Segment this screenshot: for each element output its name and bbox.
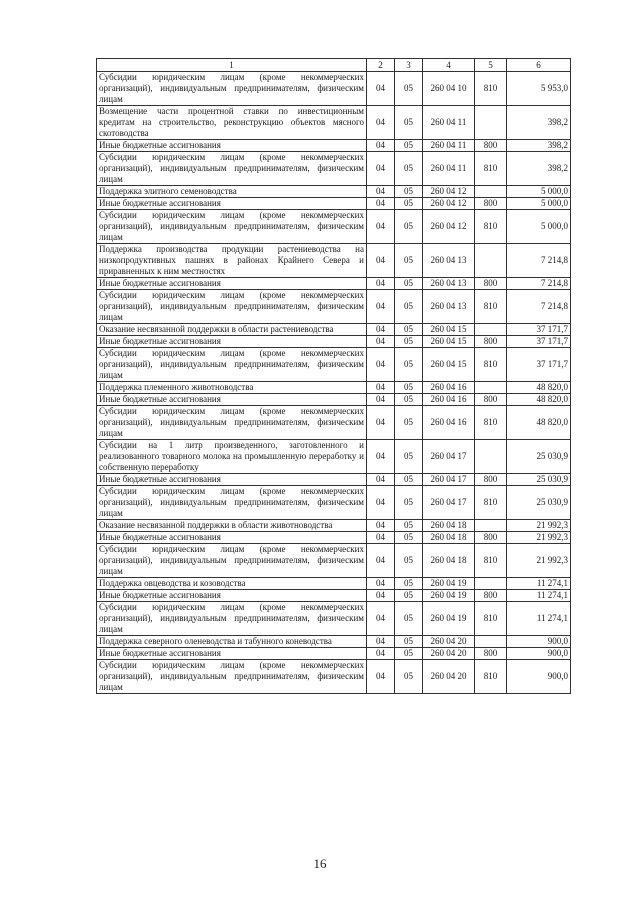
cell-target-article: 260 04 11 — [423, 152, 475, 186]
table-row — [97, 602, 571, 636]
cell-target-article: 260 04 19 — [423, 602, 475, 636]
cell-subsection-code: 05 — [395, 278, 423, 290]
cell-subsection-code: 05 — [395, 140, 423, 152]
cell-expense-name: Иные бюджетные ассигнования — [97, 648, 367, 660]
table-body — [97, 72, 571, 694]
column-header: 5 — [475, 59, 507, 72]
cell-subsection-code: 05 — [395, 244, 423, 278]
column-header: 6 — [507, 59, 571, 72]
cell-expense-name: Субсидии юридическим лицам (кроме некоммерческих организаций), индивидуальным предпринимателям, физическим лицам — [97, 210, 367, 244]
cell-target-article: 260 04 19 — [423, 590, 475, 602]
cell-expense-type: 800 — [475, 590, 507, 602]
cell-subsection-code: 05 — [395, 590, 423, 602]
cell-expense-name: Оказание несвязанной поддержки в области животноводства — [97, 520, 367, 532]
cell-expense-type: 810 — [475, 660, 507, 694]
cell-expense-type — [475, 324, 507, 336]
cell-expense-name: Субсидии юридическим лицам (кроме некоммерческих организаций), индивидуальным предпринимателям, физическим лицам — [97, 72, 367, 106]
cell-expense-type — [475, 636, 507, 648]
cell-target-article: 260 04 20 — [423, 636, 475, 648]
cell-section-code: 04 — [367, 602, 395, 636]
cell-expense-type — [475, 106, 507, 140]
column-header: 3 — [395, 59, 423, 72]
cell-expense-type: 800 — [475, 648, 507, 660]
cell-expense-name: Поддержка овцеводства и козоводства — [97, 578, 367, 590]
cell-expense-type — [475, 244, 507, 278]
table-row — [97, 198, 571, 210]
cell-target-article: 260 04 18 — [423, 532, 475, 544]
cell-expense-type: 810 — [475, 290, 507, 324]
cell-expense-name: Иные бюджетные ассигнования — [97, 198, 367, 210]
table-row — [97, 336, 571, 348]
cell-expense-type: 810 — [475, 486, 507, 520]
cell-section-code: 04 — [367, 290, 395, 324]
cell-subsection-code: 05 — [395, 382, 423, 394]
cell-target-article: 260 04 13 — [423, 290, 475, 324]
cell-expense-type — [475, 520, 507, 532]
cell-expense-name: Поддержка производства продукции растениеводства на низкопродуктивных пашнях в районах Крайнего Севера и приравненных к ним местностях — [97, 244, 367, 278]
cell-target-article: 260 04 10 — [423, 72, 475, 106]
table-row — [97, 660, 571, 694]
cell-target-article: 260 04 16 — [423, 394, 475, 406]
table-row — [97, 474, 571, 486]
cell-section-code: 04 — [367, 278, 395, 290]
table-row — [97, 290, 571, 324]
cell-amount: 11 274,1 — [507, 578, 571, 590]
cell-expense-name: Иные бюджетные ассигнования — [97, 278, 367, 290]
cell-expense-type: 810 — [475, 210, 507, 244]
cell-section-code: 04 — [367, 140, 395, 152]
cell-subsection-code: 05 — [395, 474, 423, 486]
cell-target-article: 260 04 11 — [423, 106, 475, 140]
cell-target-article: 260 04 13 — [423, 244, 475, 278]
cell-target-article: 260 04 20 — [423, 648, 475, 660]
cell-section-code: 04 — [367, 590, 395, 602]
cell-amount: 21 992,3 — [507, 544, 571, 578]
cell-expense-type: 800 — [475, 140, 507, 152]
cell-subsection-code: 05 — [395, 660, 423, 694]
cell-amount: 398,2 — [507, 106, 571, 140]
cell-subsection-code: 05 — [395, 72, 423, 106]
cell-expense-name: Субсидии юридическим лицам (кроме некоммерческих организаций), индивидуальным предпринимателям, физическим лицам — [97, 544, 367, 578]
cell-subsection-code: 05 — [395, 648, 423, 660]
cell-section-code: 04 — [367, 72, 395, 106]
cell-section-code: 04 — [367, 520, 395, 532]
cell-amount: 48 820,0 — [507, 394, 571, 406]
cell-expense-name: Иные бюджетные ассигнования — [97, 474, 367, 486]
cell-expense-name: Поддержка северного оленеводства и табунного коневодства — [97, 636, 367, 648]
cell-amount: 900,0 — [507, 648, 571, 660]
cell-expense-name: Оказание несвязанной поддержки в области растениеводства — [97, 324, 367, 336]
cell-amount: 398,2 — [507, 152, 571, 186]
cell-target-article: 260 04 12 — [423, 198, 475, 210]
cell-subsection-code: 05 — [395, 336, 423, 348]
cell-amount: 5 953,0 — [507, 72, 571, 106]
cell-expense-name: Субсидии на 1 литр произведенного, заготовленного и реализованного товарного молока на промышленную переработку и собственную переработку — [97, 440, 367, 474]
cell-section-code: 04 — [367, 474, 395, 486]
table-row — [97, 590, 571, 602]
table-row — [97, 394, 571, 406]
cell-expense-name: Субсидии юридическим лицам (кроме некоммерческих организаций), индивидуальным предпринимателям, физическим лицам — [97, 486, 367, 520]
cell-section-code: 04 — [367, 440, 395, 474]
cell-subsection-code: 05 — [395, 486, 423, 520]
cell-amount: 900,0 — [507, 660, 571, 694]
cell-target-article: 260 04 12 — [423, 186, 475, 198]
table-row — [97, 348, 571, 382]
table-row — [97, 382, 571, 394]
cell-amount: 21 992,3 — [507, 532, 571, 544]
cell-subsection-code: 05 — [395, 406, 423, 440]
cell-expense-type: 810 — [475, 348, 507, 382]
cell-amount: 37 171,7 — [507, 336, 571, 348]
table-row — [97, 244, 571, 278]
cell-subsection-code: 05 — [395, 210, 423, 244]
cell-expense-type: 800 — [475, 532, 507, 544]
table-row — [97, 648, 571, 660]
cell-amount: 11 274,1 — [507, 602, 571, 636]
cell-target-article: 260 04 19 — [423, 578, 475, 590]
cell-section-code: 04 — [367, 186, 395, 198]
cell-subsection-code: 05 — [395, 152, 423, 186]
cell-section-code: 04 — [367, 394, 395, 406]
cell-subsection-code: 05 — [395, 636, 423, 648]
cell-amount: 37 171,7 — [507, 348, 571, 382]
cell-expense-type: 810 — [475, 544, 507, 578]
cell-target-article: 260 04 15 — [423, 324, 475, 336]
table-row — [97, 140, 571, 152]
table-header-row — [97, 59, 571, 72]
cell-target-article: 260 04 16 — [423, 406, 475, 440]
cell-expense-type — [475, 440, 507, 474]
cell-expense-name: Иные бюджетные ассигнования — [97, 532, 367, 544]
cell-target-article: 260 04 13 — [423, 278, 475, 290]
cell-section-code: 04 — [367, 348, 395, 382]
cell-expense-name: Иные бюджетные ассигнования — [97, 590, 367, 602]
column-header: 2 — [367, 59, 395, 72]
cell-target-article: 260 04 17 — [423, 474, 475, 486]
cell-expense-name: Поддержка племенного животноводства — [97, 382, 367, 394]
cell-expense-type — [475, 186, 507, 198]
cell-expense-type: 800 — [475, 278, 507, 290]
cell-expense-name: Субсидии юридическим лицам (кроме некоммерческих организаций), индивидуальным предпринимателям, физическим лицам — [97, 290, 367, 324]
cell-section-code: 04 — [367, 578, 395, 590]
table-row — [97, 440, 571, 474]
cell-target-article: 260 04 15 — [423, 336, 475, 348]
cell-expense-type: 800 — [475, 394, 507, 406]
cell-section-code: 04 — [367, 406, 395, 440]
cell-subsection-code: 05 — [395, 348, 423, 382]
cell-expense-type: 810 — [475, 152, 507, 186]
cell-expense-name: Субсидии юридическим лицам (кроме некоммерческих организаций), индивидуальным предпринимателям, физическим лицам — [97, 152, 367, 186]
cell-amount: 7 214,8 — [507, 244, 571, 278]
cell-subsection-code: 05 — [395, 324, 423, 336]
cell-expense-name: Поддержка элитного семеноводства — [97, 186, 367, 198]
table-row — [97, 278, 571, 290]
cell-expense-type — [475, 578, 507, 590]
table-row — [97, 636, 571, 648]
cell-subsection-code: 05 — [395, 290, 423, 324]
table-row — [97, 186, 571, 198]
cell-amount: 5 000,0 — [507, 198, 571, 210]
cell-section-code: 04 — [367, 198, 395, 210]
cell-target-article: 260 04 18 — [423, 544, 475, 578]
cell-target-article: 260 04 17 — [423, 440, 475, 474]
table-row — [97, 210, 571, 244]
cell-expense-name: Субсидии юридическим лицам (кроме некоммерческих организаций), индивидуальным предпринимателям, физическим лицам — [97, 660, 367, 694]
cell-expense-name: Субсидии юридическим лицам (кроме некоммерческих организаций), индивидуальным предпринимателям, физическим лицам — [97, 348, 367, 382]
table-row — [97, 486, 571, 520]
cell-expense-type: 810 — [475, 72, 507, 106]
cell-subsection-code: 05 — [395, 602, 423, 636]
table-row — [97, 106, 571, 140]
cell-section-code: 04 — [367, 324, 395, 336]
cell-expense-name: Иные бюджетные ассигнования — [97, 336, 367, 348]
cell-section-code: 04 — [367, 210, 395, 244]
cell-expense-type: 800 — [475, 474, 507, 486]
cell-amount: 37 171,7 — [507, 324, 571, 336]
cell-target-article: 260 04 12 — [423, 210, 475, 244]
table-row — [97, 324, 571, 336]
cell-subsection-code: 05 — [395, 106, 423, 140]
cell-target-article: 260 04 11 — [423, 140, 475, 152]
cell-subsection-code: 05 — [395, 520, 423, 532]
page-number: 16 — [313, 856, 327, 871]
cell-amount: 25 030,9 — [507, 486, 571, 520]
cell-expense-type: 800 — [475, 336, 507, 348]
cell-subsection-code: 05 — [395, 198, 423, 210]
column-header: 1 — [97, 59, 367, 72]
cell-amount: 25 030,9 — [507, 474, 571, 486]
budget-table — [96, 58, 571, 694]
table-row — [97, 520, 571, 532]
cell-amount: 398,2 — [507, 140, 571, 152]
cell-subsection-code: 05 — [395, 544, 423, 578]
column-header: 4 — [423, 59, 475, 72]
cell-expense-name: Субсидии юридическим лицам (кроме некоммерческих организаций), индивидуальным предпринимателям, физическим лицам — [97, 602, 367, 636]
cell-section-code: 04 — [367, 244, 395, 278]
cell-amount: 48 820,0 — [507, 382, 571, 394]
table-row — [97, 72, 571, 106]
cell-amount: 48 820,0 — [507, 406, 571, 440]
cell-amount: 7 214,8 — [507, 278, 571, 290]
cell-section-code: 04 — [367, 636, 395, 648]
cell-expense-type: 800 — [475, 198, 507, 210]
cell-target-article: 260 04 17 — [423, 486, 475, 520]
cell-section-code: 04 — [367, 544, 395, 578]
cell-section-code: 04 — [367, 336, 395, 348]
cell-subsection-code: 05 — [395, 394, 423, 406]
cell-amount: 900,0 — [507, 636, 571, 648]
cell-subsection-code: 05 — [395, 532, 423, 544]
cell-section-code: 04 — [367, 660, 395, 694]
table-row — [97, 406, 571, 440]
cell-target-article: 260 04 15 — [423, 348, 475, 382]
cell-section-code: 04 — [367, 486, 395, 520]
cell-section-code: 04 — [367, 382, 395, 394]
cell-amount: 5 000,0 — [507, 210, 571, 244]
cell-section-code: 04 — [367, 106, 395, 140]
cell-section-code: 04 — [367, 532, 395, 544]
cell-target-article: 260 04 18 — [423, 520, 475, 532]
cell-target-article: 260 04 20 — [423, 660, 475, 694]
table-row — [97, 544, 571, 578]
cell-expense-name: Возмещение части процентной ставки по инвестиционным кредитам на строительство, реконструкцию объектов мясного скотоводства — [97, 106, 367, 140]
cell-subsection-code: 05 — [395, 440, 423, 474]
table-row — [97, 578, 571, 590]
cell-amount: 21 992,3 — [507, 520, 571, 532]
cell-subsection-code: 05 — [395, 186, 423, 198]
cell-subsection-code: 05 — [395, 578, 423, 590]
cell-expense-type: 810 — [475, 406, 507, 440]
cell-expense-type: 810 — [475, 602, 507, 636]
cell-amount: 11 274,1 — [507, 590, 571, 602]
cell-section-code: 04 — [367, 648, 395, 660]
cell-amount: 7 214,8 — [507, 290, 571, 324]
cell-expense-name: Иные бюджетные ассигнования — [97, 394, 367, 406]
cell-target-article: 260 04 16 — [423, 382, 475, 394]
cell-amount: 5 000,0 — [507, 186, 571, 198]
cell-expense-name: Субсидии юридическим лицам (кроме некоммерческих организаций), индивидуальным предпринимателям, физическим лицам — [97, 406, 367, 440]
table-row — [97, 152, 571, 186]
cell-expense-name: Иные бюджетные ассигнования — [97, 140, 367, 152]
cell-amount: 25 030,9 — [507, 440, 571, 474]
cell-section-code: 04 — [367, 152, 395, 186]
cell-expense-type — [475, 382, 507, 394]
table-row — [97, 532, 571, 544]
